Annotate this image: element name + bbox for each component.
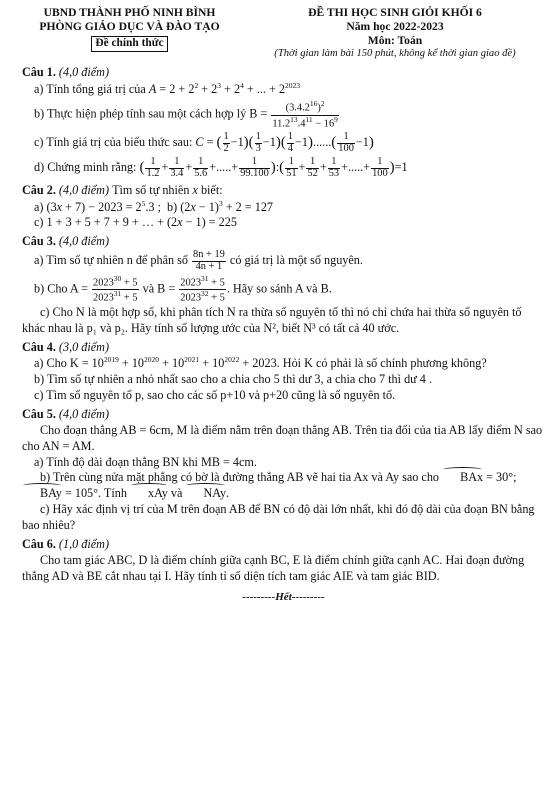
q5-c: c) Hãy xác định vị trí của M trên đoạn AB để BN có độ dài lớn nhất, khi đó độ dài của đoạn BN bằng bao nhiêu? [22,502,535,533]
q3-c: c) Cho N là một hợp số, khi phân tích N ra thừa số nguyên tố thì nó chỉ chứa hai thừa số nguyên tố khác nhau là p₁ và p₂. Hãy tính số lượng ước của N², biết N³ có tất cả 40 ước. [22,304,522,335]
q4-a: a) Cho $K = 10^{2019} + 10^{2020} + 10^{2021} + 10^{2022} + 2023$. Hỏi K có phải là số chính phương không? [34,355,487,371]
q1-a: a) Tính tổng giá trị của $A = 2 + 2^2 + 2^3 + 2^4$ + ... + $2^{2023}$ [34,81,300,97]
header [22,6,545,60]
q5-b: b) Trên cùng nửa mặt phẳng có bờ là đường thẳng AB vẽ hai tia Ax và Ay sao cho BAx = 30°; BAy = 105°. Tính xAy và NAy. [22,470,545,502]
city-committee: UBND THÀNH PHỐ NINH BÌNH [43,6,216,19]
question-3-title: Câu 3. (4,0 điểm) [22,234,110,249]
question-2-title: Câu 2. (4,0 điểm) Tìm số tự nhiên x biết: [22,182,223,197]
q4-c: c) Tìm số nguyên tố p, sao cho các số p+10 và p+20 cũng là số nguyên tố. [34,388,396,403]
question-4-title: Câu 4. (3,0 điểm) [22,339,110,354]
subject: Môn: Toán [367,33,423,47]
q1-b: b) Thực hiện phép tính sau một cách hợp lý B = $\frac{(3.4.2^{16})^2}{11.2^{13}.4^{11} - 16^9}$ [34,99,338,130]
time-note: (Thời gian làm bài 150 phút, không kể thời gian giao đề) [274,47,516,59]
exam-title: ĐỀ THI HỌC SINH GIỎI KHỐI 6 [308,6,482,19]
q5-a: a) Tính độ dài đoạn thẳng BN khi MB = 4cm. [34,454,257,469]
question-1-title: Câu 1. (4,0 điểm) [22,65,110,80]
q5-intro: Cho đoạn thẳng AB = 6cm, M là điểm nằm trên đoạn thẳng AB. Trên tia đối của tia AB lấy điểm N sao cho AN = AM. [22,422,543,453]
question-6-title: Câu 6. (1,0 điểm) [22,536,110,551]
end-mark: ---------Hết--------- [242,591,325,604]
official-label: Đề chính thức [91,36,167,52]
q2-ab: a) $(3x + 7) - 2023 = 2^5.3$ ; b) $(2x - 1)^3 + 2 = 127$ [34,198,274,214]
header-right [245,6,545,60]
q6-text: Cho tam giác ABC, D là điểm chính giữa cạnh BC, E là điểm chính giữa cạnh AC. Hai đoạn đường thẳng AD và BE cắt nhau tại I. Hãy tính tỉ số diện tích tam giác AIE và tam giác BID. [22,552,525,583]
question-5-title: Câu 5. (4,0 điểm) [22,407,110,422]
q3-a: a) Tìm số tự nhiên n để phân số $\frac{8n + 19}{4n + 1}$ có giá trị là một số nguyên. [34,249,363,273]
q2-c: c) 1 + 3 + 5 + 7 + 9 + … + (2x − 1) = 225 [34,215,237,230]
school-year: Năm học 2022-2023 [346,19,444,33]
header-left [22,6,237,60]
q1-d: d) Chứng minh rằng: ( $\frac{1}{1.2}$ + $\frac{1}{3.4}$ + $\frac{1}{5.6}$ +.....+ $\frac{1}{99.100}$ ):( $\frac{1}{51}$ + $\frac{1}{52}$ + $\frac{1}{53}$ +.....+ $\frac{1}{100}$ )=1 [34,155,408,179]
q1-c: c) Tính giá trị của biểu thức sau: C = ( $\frac{1}{2}$ −1)( $\frac{1}{3}$ −1)( $\frac{1}{4}$ −1)......( $\frac{1}{100}$ −1) [34,130,374,154]
education-office: PHÒNG GIÁO DỤC VÀ ĐÀO TẠO [39,19,220,33]
q3-b: b) Cho A = $\frac{2023^{30} + 5}{2023^{31} + 5}$ và B = $\frac{2023^{31} + 5}{2023^{32} + 5}$ . Hãy so sánh A và B. [34,274,332,304]
q4-b: b) Tìm số tự nhiên a nhỏ nhất sao cho a chia cho 5 thì dư 3, a chia cho 7 thì dư 4 . [34,372,432,387]
